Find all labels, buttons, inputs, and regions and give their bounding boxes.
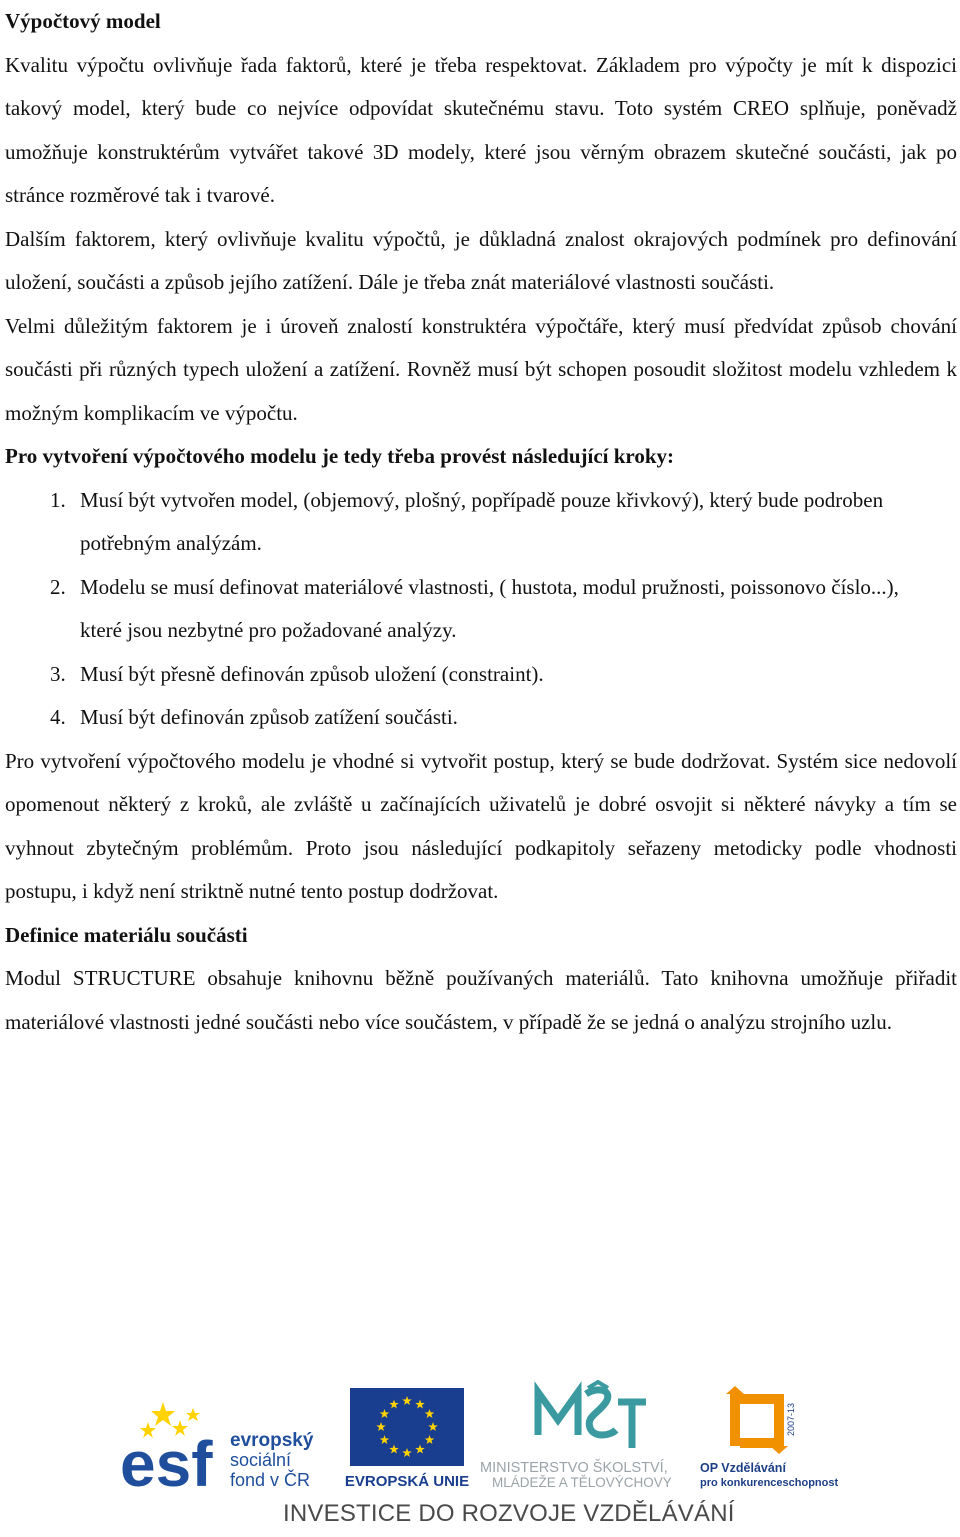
steps-heading: Pro vytvoření výpočtového modelu je tedy třeba provést následující kroky: xyxy=(5,444,675,468)
op-years: 2007-13 xyxy=(786,1402,796,1436)
eu-label: EVROPSKÁ UNIE xyxy=(344,1473,470,1490)
section-heading: Definice materiálu součásti xyxy=(5,922,248,947)
paragraph-procedure: Pro vytvoření výpočtového modelu je vhodné si vytvořit postup, který se bude dodržovat. Systém sice nedovolí opomenout některý z kroků, ale zvláště u začínajících uživatelů je dobré osvojit si některé návyky a tím se vyhnout zbytečným problémům. Proto jsou následující podkapitoly seřazeny metodicky podle vhodnosti postupu, i když není striktně nutné tento postup dodržovat. xyxy=(5,748,957,903)
msmt-logo xyxy=(478,1380,693,1490)
list-item xyxy=(5,479,957,566)
paragraph-boundary-conditions: Dalším faktorem, který ovlivňuje kvalitu výpočtů, je důkladná znalost okrajových podmínek pro definování uložení, součásti a způsob jejího zatížení. Dále je třeba znát materiálové vlastnosti součásti. xyxy=(5,226,957,294)
list-item xyxy=(5,696,957,740)
esf-mark: esf xyxy=(120,1428,213,1490)
step-text: Musí být definován způsob zatížení součásti. xyxy=(80,705,458,729)
steps-list xyxy=(5,479,957,740)
document-page xyxy=(5,0,957,1044)
list-item xyxy=(5,566,957,653)
page-title: Výpočtový model xyxy=(5,9,161,33)
op-arrows-icon xyxy=(726,1386,788,1454)
msmt-line1: MINISTERSTVO ŠKOLSTVÍ, xyxy=(480,1460,668,1476)
list-item xyxy=(5,653,957,697)
paragraph-material-library: Modul STRUCTURE obsahuje knihovnu běžně používaných materiálů. Tato knihovna umožňuje přiřadit materiálové vlastnosti jedné součásti nebo více součástem, v případě že se jedná o analýzu strojního uzlu. xyxy=(5,966,957,1034)
msmt-mark-icon xyxy=(538,1390,646,1448)
footer-slogan: INVESTICE DO ROZVOJE VZDĚLÁVÁNÍ xyxy=(283,1500,735,1527)
op-logo xyxy=(698,1386,848,1490)
paragraph-engineer-knowledge: Velmi důležitým faktorem je i úroveň znalostí konstruktéra výpočtáře, který musí předvídat způsob chování součásti při různých typech uložení a zatížení. Rovněž musí být schopen posoudit složitost modelu vzhledem k možným komplikacím ve výpočtu. xyxy=(5,313,957,425)
op-line1: OP Vzdělávání xyxy=(700,1461,786,1475)
eu-logo xyxy=(342,1388,472,1490)
msmt-line2: MLÁDEŽE A TĚLOVÝCHOVY xyxy=(492,1475,672,1490)
op-line2: pro konkurenceschopnost xyxy=(700,1477,839,1489)
step-number: 3. xyxy=(50,661,66,686)
esf-line3: fond v ČR xyxy=(230,1470,311,1490)
step-text: Modelu se musí definovat materiálové vlastnosti, ( hustota, modul pružnosti, poissonovo číslo...), které jsou nezbytné pro požadované analýzy. xyxy=(80,574,899,642)
step-number: 1. xyxy=(50,487,66,512)
esf-logo xyxy=(118,1400,338,1490)
step-number: 4. xyxy=(50,705,66,729)
step-text: Musí být přesně definován způsob uložení (constraint). xyxy=(80,661,544,686)
step-number: 2. xyxy=(50,574,66,599)
step-text: Musí být vytvořen model, (objemový, plošný, popřípadě pouze křivkový), který bude podroben potřebným analýzám. xyxy=(80,487,884,555)
esf-line1: evropský xyxy=(230,1430,314,1451)
esf-line2: sociální xyxy=(230,1450,292,1470)
paragraph-intro: Kvalitu výpočtu ovlivňuje řada faktorů, které je třeba respektovat. Základem pro výpočty je mít k dispozici takový model, který bude co nejvíce odpovídat skutečnému stavu. Toto systém CREO splňuje, poněvadž umožňuje konstruktérům vytvářet takové 3D modely, které jsou věrným obrazem skutečné součásti, jak po stránce rozměrové tak i tvarové. xyxy=(5,52,957,207)
